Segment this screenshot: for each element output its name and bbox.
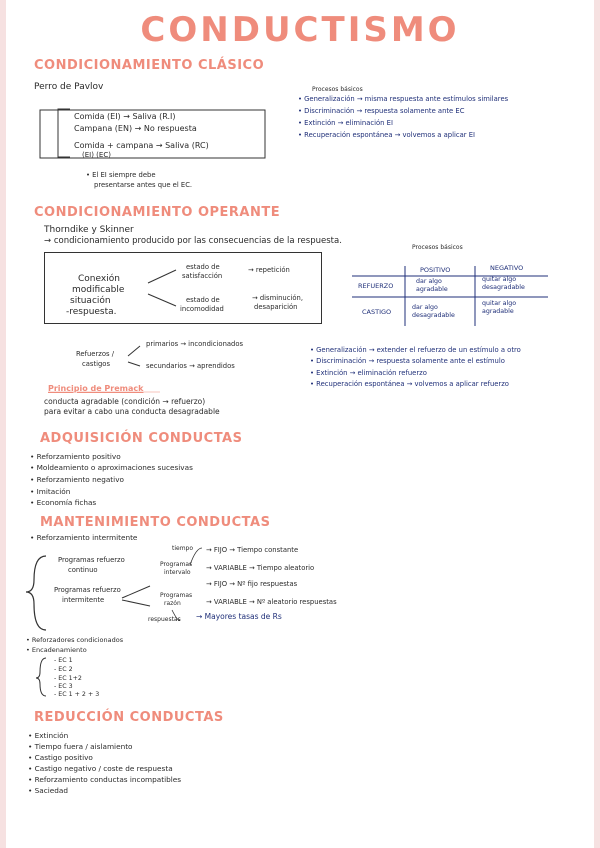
mayores-tasas: → Mayores tasas de Rs — [196, 612, 282, 621]
prog-intervalo-b: intervalo — [164, 569, 191, 576]
prog-razon-b: razón — [164, 600, 181, 607]
tabla-castigo-negativo: quitar algo agradable — [482, 300, 517, 315]
adquisicion-item-3: • Reforzamiento negativo — [30, 475, 124, 484]
adquisicion-item-1: • Reforzamiento positivo — [30, 452, 121, 461]
prog-intermitente-a: Programas refuerzo — [54, 586, 121, 594]
encadenamiento: • Encadenamiento — [26, 646, 87, 654]
intervalo-variable: → VARIABLE → Tiempo aleatorio — [206, 564, 315, 572]
adquisicion-item-4: • Imitación — [30, 487, 71, 496]
operante-proceso-4: • Recuperación espontánea → volvemos a aplicar refuerzo — [310, 380, 509, 388]
box-top-result: → repetición — [248, 266, 290, 274]
tabla-row-refuerzo: REFUERZO — [358, 282, 394, 290]
prog-intervalo-a: Programas — [160, 561, 193, 568]
box-bot-a: estado de — [186, 296, 220, 304]
reduccion-item-6: • Saciedad — [28, 786, 68, 795]
respuestas-label: respuestas — [148, 616, 181, 623]
tabla-col-positivo: POSITIVO — [420, 266, 451, 274]
prog-continuo-b: continuo — [68, 566, 98, 574]
tabla-title: Procesos básicos — [412, 244, 463, 251]
operante-author: Thorndike y Skinner — [44, 225, 134, 235]
reduccion-heading: REDUCCIÓN CONDUCTAS — [34, 710, 224, 725]
razon-variable: → VARIABLE → Nº aleatorio respuestas — [206, 598, 337, 606]
chain-4: - EC 3 — [54, 683, 73, 690]
prog-continuo-a: Programas refuerzo — [58, 556, 125, 564]
premack-line-2: para evitar a cabo una conducta desagradable — [44, 407, 220, 416]
premack-title: Principio de Premack — [48, 384, 144, 393]
box-bot-result-1: → disminución, — [252, 294, 303, 302]
operante-proceso-2: • Discriminación → respuesta solamente ante el estímulo — [310, 357, 505, 365]
clasico-proceso-2: • Discriminación → respuesta solamente ante EC — [298, 107, 465, 115]
tabla-row-castigo: CASTIGO — [362, 308, 392, 316]
prog-razon-a: Programas — [160, 592, 193, 599]
clasico-note-1: • El EI siempre debe — [86, 171, 156, 179]
intervalo-fijo: → FIJO → Tiempo constante — [206, 546, 299, 554]
chain-5: - EC 1 + 2 + 3 — [54, 691, 100, 698]
clasico-proceso-1: • Generalización → misma respuesta ante estímulos similares — [298, 95, 509, 103]
box-left-2: modificable — [72, 285, 125, 295]
adquisicion-heading: ADQUISICIÓN CONDUCTAS — [40, 431, 243, 446]
box-left-4: -respuesta. — [66, 307, 117, 317]
reforzadores-condicionados: • Reforzadores condicionados — [26, 636, 124, 644]
operante-heading: CONDICIONAMIENTO OPERANTE — [34, 205, 281, 220]
adquisicion-item-2: • Moldeamiento o aproximaciones sucesivas — [30, 463, 193, 472]
razon-fijo: → FIJO → Nº fijo respuestas — [206, 580, 298, 588]
clasico-author: Perro de Pavlov — [34, 82, 104, 92]
box-left-1: Conexión — [78, 274, 120, 284]
prog-intermitente-b: intermitente — [62, 596, 105, 604]
operante-proceso-1: • Generalización → extender el refuerzo de un estímulo a otro — [310, 346, 521, 354]
clasico-proceso-3: • Extinción → eliminación EI — [298, 119, 393, 127]
box-top-a: estado de — [186, 263, 220, 271]
chain-1: - EC 1 — [54, 657, 73, 664]
premack-line-1: conducta agradable (condición → refuerzo) — [44, 397, 206, 406]
clasico-line-4: (EI) (EC) — [82, 151, 111, 159]
chain-2: - EC 2 — [54, 666, 73, 673]
clasico-heading: CONDICIONAMIENTO CLÁSICO — [34, 58, 265, 73]
reduccion-item-3: • Castigo positivo — [28, 753, 93, 762]
clasico-proceso-4: • Recuperación espontánea → volvemos a aplicar EI — [298, 131, 476, 139]
refuerzos-label-a: Refuerzos / — [76, 350, 114, 358]
clasico-line-3: Comida + campana → Saliva (RC) — [74, 141, 209, 150]
clasico-note-2: presentarse antes que el EC. — [94, 181, 193, 189]
tabla-col-negativo: NEGATIVO — [490, 264, 524, 272]
tiempo-label: tiempo — [172, 545, 194, 552]
clasico-line-2: Campana (EN) → No respuesta — [74, 124, 197, 133]
page-title: CONDUCTISMO — [140, 10, 460, 50]
reduccion-item-2: • Tiempo fuera / aislamiento — [28, 742, 133, 751]
mantenimiento-heading: MANTENIMIENTO CONDUCTAS — [40, 515, 271, 530]
box-left-3: situación — [70, 296, 111, 306]
refuerzos-label-b: castigos — [82, 360, 111, 368]
tabla-refuerzo-negativo: quitar algo desagradable — [482, 276, 525, 291]
operante-proceso-3: • Extinción → eliminación refuerzo — [310, 369, 427, 377]
reduccion-item-4: • Castigo negativo / coste de respuesta — [28, 764, 173, 773]
box-bot-result-2: desaparición — [254, 303, 298, 311]
clasico-procesos-title: Procesos básicos — [312, 86, 363, 93]
box-bot-b: incomodidad — [180, 305, 224, 313]
tabla-refuerzo-positivo: dar algo agradable — [416, 278, 448, 293]
reduccion-item-1: • Extinción — [28, 731, 69, 740]
box-top-b: satisfacción — [182, 272, 223, 280]
reduccion-item-5: • Reforzamiento conductas incompatibles — [28, 775, 182, 784]
reforzamiento-intermitente: • Reforzamiento intermitente — [30, 533, 138, 542]
tabla-castigo-positivo: dar algo desagradable — [412, 304, 455, 319]
secundarios: secundarios → aprendidos — [146, 362, 235, 370]
primarios: primarios → incondicionados — [146, 340, 244, 348]
operante-definition: → condicionamiento producido por las consecuencias de la respuesta. — [44, 236, 342, 246]
chain-3: - EC 1+2 — [54, 675, 82, 682]
adquisicion-item-5: • Economía fichas — [30, 498, 97, 507]
clasico-line-1: Comida (EI) → Saliva (R.I) — [74, 112, 176, 121]
